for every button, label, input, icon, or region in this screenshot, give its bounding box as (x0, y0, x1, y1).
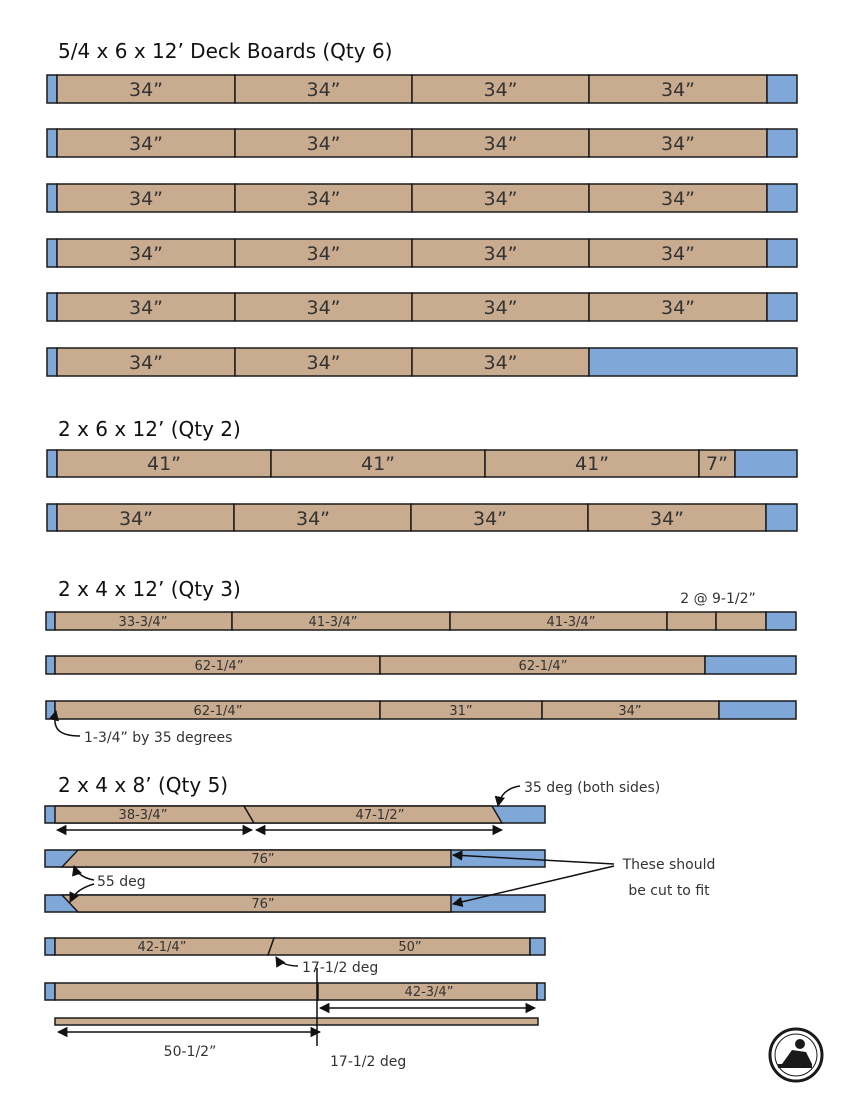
cut-label: 34” (128, 188, 164, 210)
two-by-four-12-board-1 (46, 612, 796, 630)
callout-35-arrow (498, 786, 520, 806)
note-fit-line-1: These should (622, 857, 716, 873)
cut-label: 62-1/4” (518, 659, 568, 674)
waste-end (45, 938, 55, 955)
waste-end (767, 75, 797, 103)
cut-label: 34” (118, 508, 154, 530)
cut-label: 34” (660, 188, 696, 210)
note-fit-line-2: be cut to fit (628, 883, 710, 899)
cut-label: 76” (251, 852, 275, 867)
cut-label: 34” (649, 508, 685, 530)
waste-end (767, 239, 797, 267)
two-by-four-12-heading: 2 x 4 x 12’ (Qty 3) (58, 577, 241, 601)
cut-label: 41” (574, 453, 610, 475)
cut-label: 34” (306, 188, 341, 210)
waste-end (766, 612, 796, 630)
waste-end (47, 450, 57, 477)
ripped-strip (55, 1018, 538, 1025)
note-two-at: 2 @ 9-1/2” (680, 591, 756, 607)
cut-label: 42-3/4” (404, 985, 454, 1000)
deck-board-2 (47, 129, 797, 157)
note-17a: 17-1/2 deg (302, 960, 379, 976)
cut-label: 62-1/4” (193, 704, 243, 719)
waste-end (45, 983, 55, 1000)
waste-end (735, 450, 797, 477)
cut-label: 41” (146, 453, 182, 475)
two-by-six-board-1 (47, 450, 797, 477)
two-by-six-heading: 2 x 6 x 12’ (Qty 2) (58, 417, 241, 441)
waste-end (47, 504, 57, 531)
two-by-four-8-board-2 (45, 850, 545, 867)
two-by-six-board-2 (47, 504, 797, 531)
cut-label: 34” (660, 133, 696, 155)
deck-boards-heading: 5/4 x 6 x 12’ Deck Boards (Qty 6) (58, 39, 393, 63)
cut-label: 33-3/4” (118, 615, 168, 630)
cut-label: 34” (306, 79, 341, 101)
woodworker-logo-icon (770, 1029, 822, 1081)
cut-label: 7” (706, 453, 728, 475)
note-17b: 17-1/2 deg (330, 1054, 407, 1070)
cut-label: 34” (128, 133, 164, 155)
callout-17a-arrow (276, 957, 298, 966)
cut-label: 34” (660, 243, 696, 265)
note-35-deg: 35 deg (both sides) (524, 780, 661, 796)
cut-label: 41-3/4” (308, 615, 358, 630)
cut-piece (667, 612, 716, 630)
cut-label: 34” (660, 79, 696, 101)
cut-label: 76” (251, 897, 275, 912)
waste-end (719, 701, 796, 719)
two-by-four-8-board-5 (45, 983, 545, 1000)
cut-label: 38-3/4” (118, 808, 168, 823)
cut-label: 34” (483, 352, 518, 374)
cut-label: 34” (128, 79, 164, 101)
waste-end (705, 656, 796, 674)
cut-label: 34” (483, 133, 518, 155)
waste-end (47, 348, 57, 376)
cut-label: 34” (295, 508, 331, 530)
cut-label: 42-1/4” (137, 940, 187, 955)
cut-label: 34” (128, 297, 164, 319)
cut-label: 34” (483, 188, 518, 210)
cut-label: 34” (483, 297, 518, 319)
cut-label: 31” (449, 704, 473, 719)
cut-label: 34” (128, 352, 164, 374)
cut-label: 47-1/2” (355, 808, 405, 823)
deck-board-6 (47, 348, 797, 376)
waste-end (46, 656, 55, 674)
cut-label: 62-1/4” (194, 659, 244, 674)
note-angle: 1-3/4” by 35 degrees (84, 730, 233, 746)
waste-end (537, 983, 545, 1000)
cut-piece (55, 983, 318, 1000)
cut-piece (716, 612, 766, 630)
two-by-four-8-board-4 (45, 938, 545, 955)
waste-end (530, 938, 545, 955)
cut-label-50-5: 50-1/2” (163, 1044, 217, 1060)
waste-end (47, 75, 57, 103)
waste-end (767, 184, 797, 212)
deck-board-1 (47, 75, 797, 103)
waste-end (46, 612, 55, 630)
cut-label: 41-3/4” (546, 615, 596, 630)
cut-label: 34” (128, 243, 164, 265)
cut-label: 34” (306, 133, 341, 155)
two-by-four-12-board-3 (46, 701, 796, 719)
waste-end (47, 293, 57, 321)
deck-board-4 (47, 239, 797, 267)
note-55-deg: 55 deg (97, 874, 146, 890)
cut-label: 34” (306, 297, 341, 319)
waste-end (766, 504, 797, 531)
cut-label: 34” (660, 297, 696, 319)
waste-end (47, 239, 57, 267)
waste-end (47, 129, 57, 157)
two-by-four-12-board-2 (46, 656, 796, 674)
two-by-four-8-heading: 2 x 4 x 8’ (Qty 5) (58, 773, 229, 797)
cut-label: 34” (483, 79, 518, 101)
waste-end (767, 129, 797, 157)
two-by-four-8-board-1 (45, 806, 545, 823)
deck-boards-group (47, 75, 797, 376)
cut-label: 34” (618, 704, 642, 719)
deck-board-5 (47, 293, 797, 321)
waste-end (589, 348, 797, 376)
deck-board-3 (47, 184, 797, 212)
callout-55-arrow-up (74, 866, 94, 880)
waste-end (46, 701, 55, 719)
cut-label: 41” (360, 453, 396, 475)
waste-end (767, 293, 797, 321)
cut-label: 34” (483, 243, 518, 265)
cut-label: 50” (398, 940, 422, 955)
two-by-four-8-board-3 (45, 895, 545, 912)
waste-end (47, 184, 57, 212)
cut-label: 34” (306, 243, 341, 265)
cut-label: 34” (472, 508, 508, 530)
cut-label: 34” (306, 352, 341, 374)
